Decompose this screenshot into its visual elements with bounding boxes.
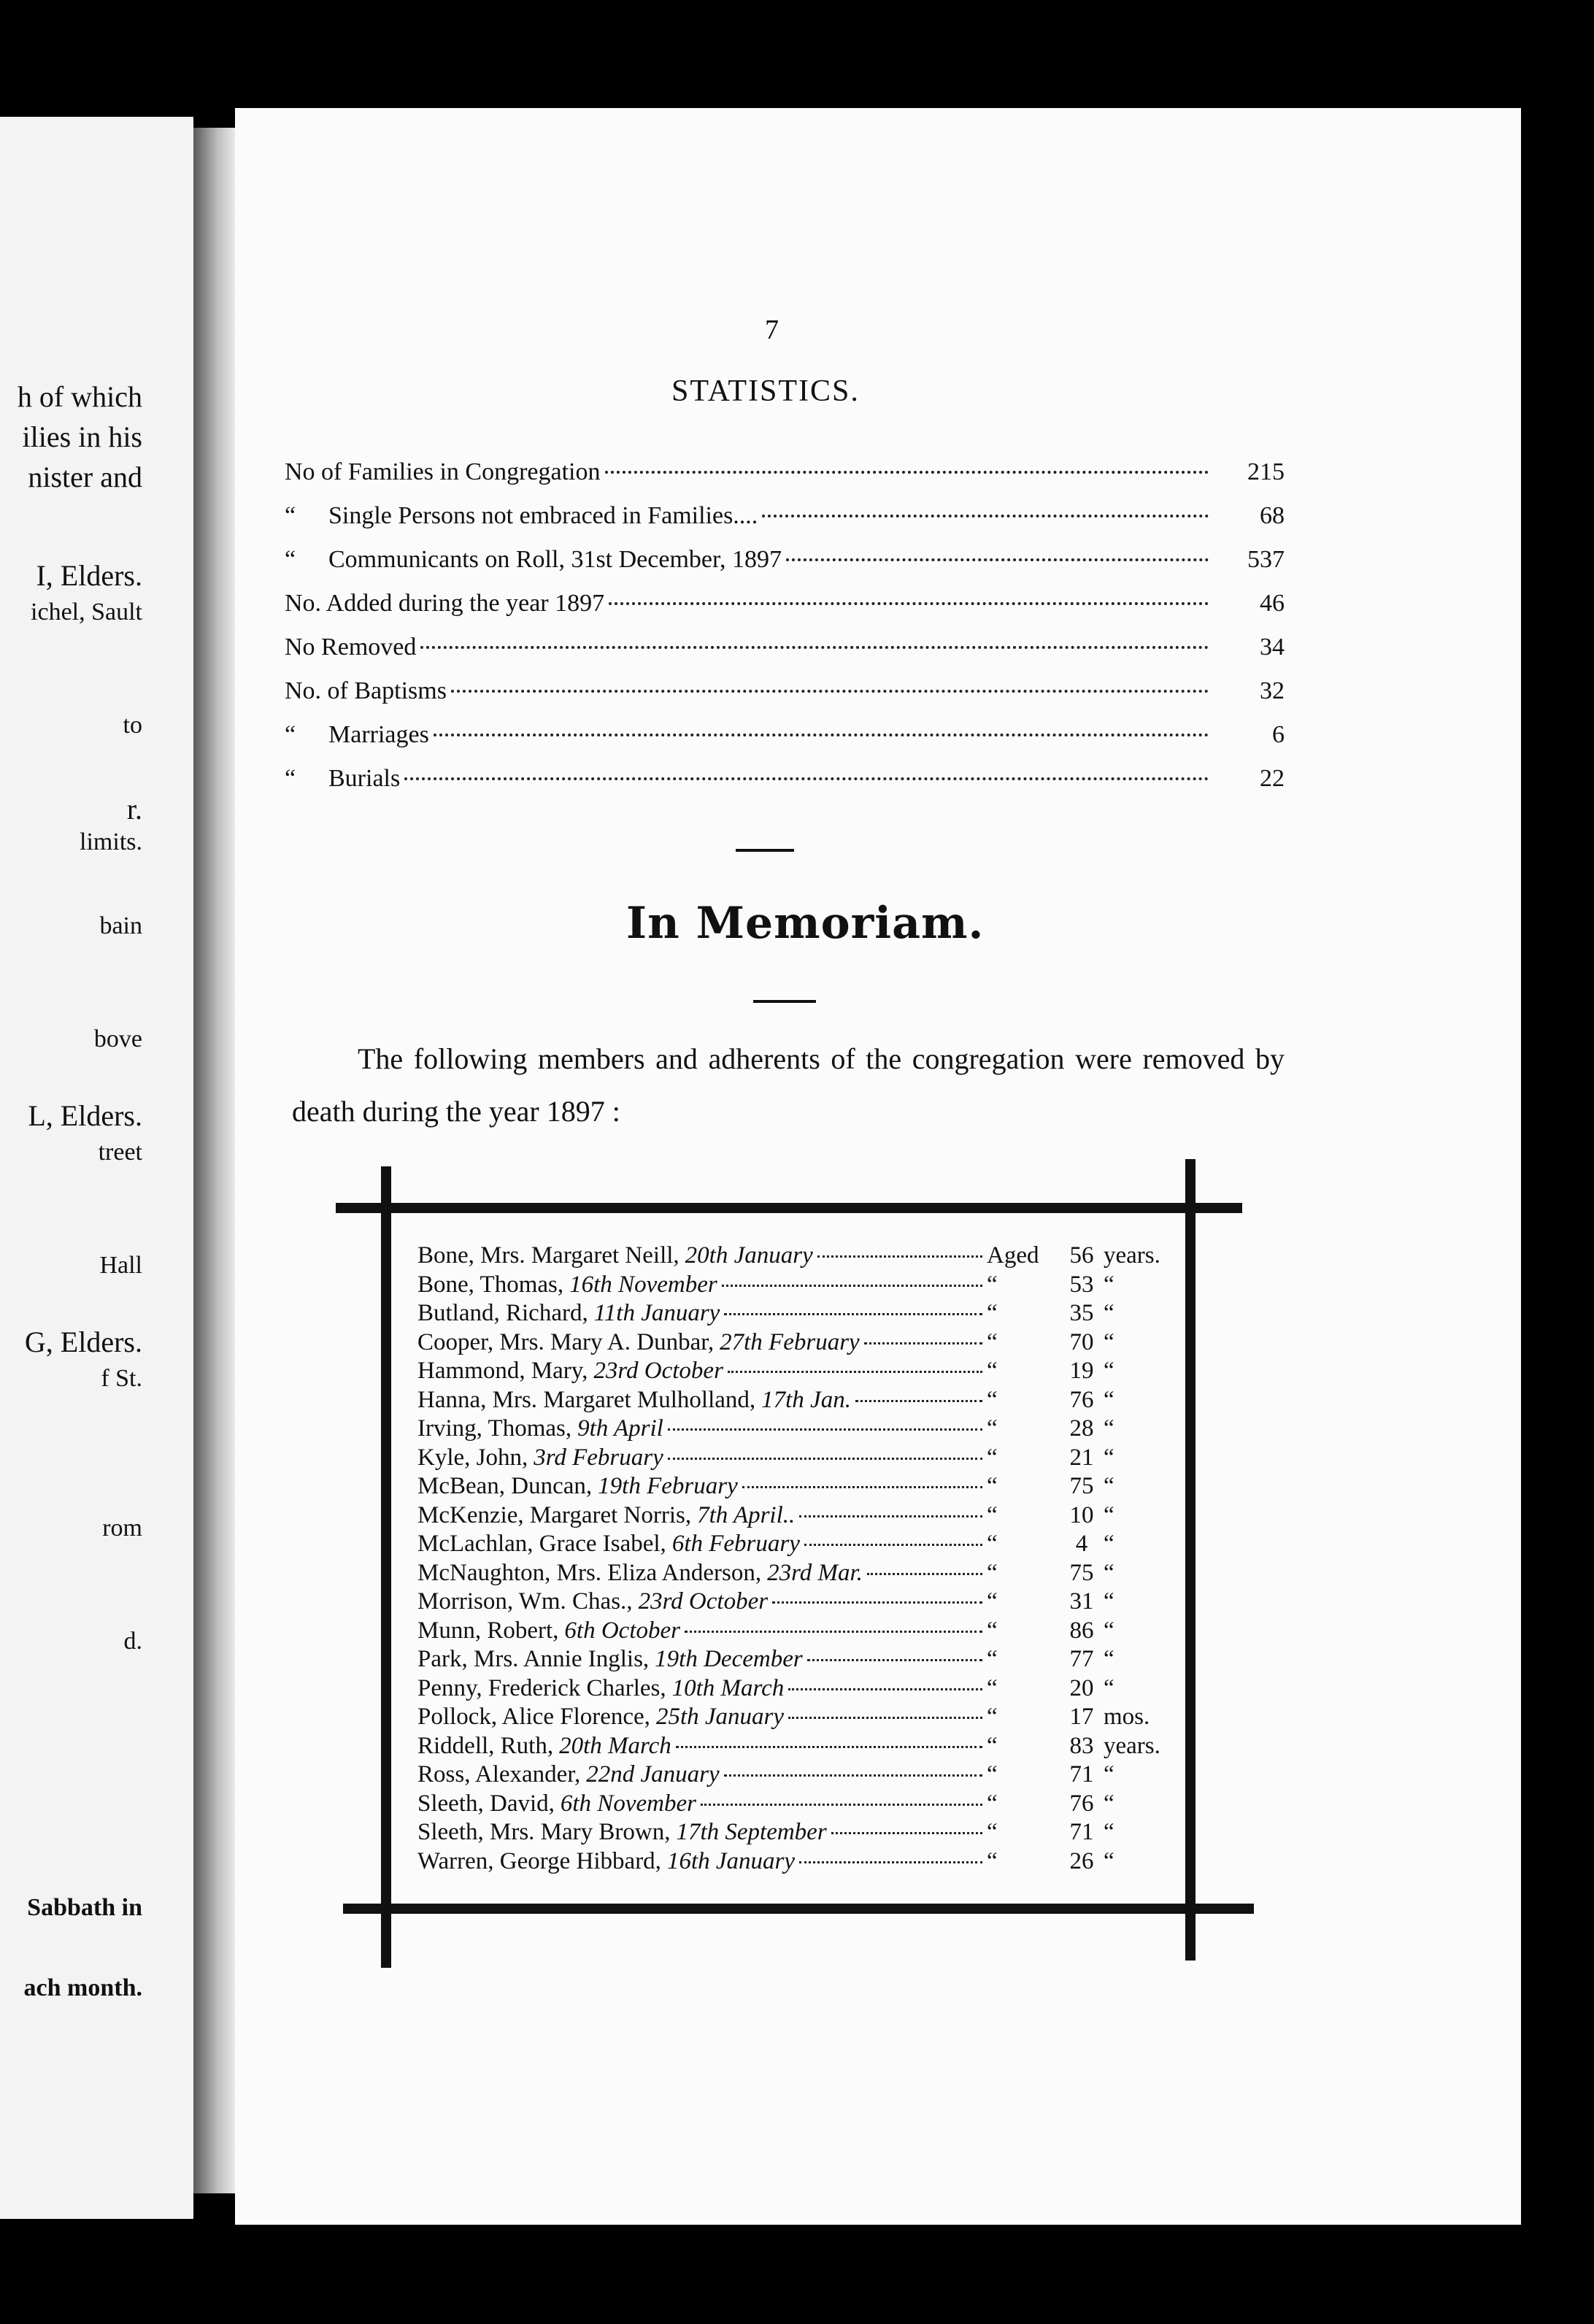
dot-leader bbox=[799, 1861, 982, 1863]
statistics-value: 6 bbox=[1272, 721, 1285, 748]
left-page-line-text: I, Elders. bbox=[36, 559, 142, 592]
entry-name: Butland, Richard, bbox=[417, 1300, 588, 1326]
statistics-label: Communicants on Roll, 31st December, 1897 bbox=[328, 546, 782, 573]
entry-age: 21 bbox=[1069, 1444, 1094, 1471]
entry-unit: “ bbox=[1104, 1329, 1114, 1355]
entry-name: Park, Mrs. Annie Inglis, bbox=[417, 1646, 650, 1672]
left-page-line bbox=[0, 460, 142, 494]
left-page-line-text: bove bbox=[93, 1026, 142, 1053]
entry-name: Ross, Alexander, bbox=[417, 1761, 581, 1788]
memoriam-entry bbox=[417, 1329, 1184, 1357]
dot-leader bbox=[788, 1688, 982, 1690]
entry-unit: “ bbox=[1104, 1415, 1114, 1442]
memoriam-entry bbox=[417, 1790, 1184, 1818]
entry-age: 20 bbox=[1069, 1675, 1094, 1701]
entry-aged: “ bbox=[987, 1733, 998, 1759]
statistics-label: Single Persons not embraced in Families.... bbox=[328, 502, 758, 529]
memoriam-entry bbox=[417, 1242, 1184, 1270]
left-page-line-text: Hall bbox=[99, 1252, 142, 1279]
frame-top-bar bbox=[336, 1203, 1242, 1213]
entry-aged: “ bbox=[987, 1502, 998, 1528]
entry-date: 17th Jan. bbox=[761, 1387, 851, 1413]
dot-leader bbox=[404, 777, 1209, 780]
dot-leader bbox=[742, 1486, 982, 1488]
entry-unit: “ bbox=[1104, 1848, 1114, 1874]
entry-age: 75 bbox=[1069, 1473, 1094, 1499]
entry-unit: years. bbox=[1104, 1242, 1160, 1269]
memoriam-entry bbox=[417, 1617, 1184, 1645]
dot-leader bbox=[728, 1371, 982, 1373]
entry-date: 17th September bbox=[676, 1819, 827, 1845]
dot-leader bbox=[434, 734, 1209, 736]
left-page-line bbox=[0, 1365, 142, 1393]
left-page-line bbox=[0, 380, 142, 414]
entry-aged: “ bbox=[987, 1300, 998, 1326]
entry-unit: “ bbox=[1104, 1358, 1114, 1384]
entry-name: Bone, Mrs. Margaret Neill, bbox=[417, 1242, 679, 1269]
memoriam-entry bbox=[417, 1848, 1184, 1876]
entry-unit: “ bbox=[1104, 1444, 1114, 1471]
left-page-line-text: f St. bbox=[101, 1365, 142, 1392]
entry-date: 22nd January bbox=[586, 1761, 720, 1788]
left-page-line bbox=[0, 712, 142, 739]
left-page-line bbox=[0, 1515, 142, 1542]
entry-age: 76 bbox=[1069, 1387, 1094, 1413]
left-page-line-text: L, Elders. bbox=[28, 1099, 142, 1132]
dot-leader bbox=[609, 602, 1209, 605]
entry-name: Irving, Thomas, bbox=[417, 1415, 572, 1442]
statistics-row bbox=[285, 765, 1285, 800]
dot-leader bbox=[855, 1400, 982, 1402]
memoriam-entry bbox=[417, 1646, 1184, 1674]
memoriam-entry bbox=[417, 1560, 1184, 1588]
left-page-line bbox=[0, 828, 142, 856]
entry-unit: “ bbox=[1104, 1560, 1114, 1586]
entry-name: McKenzie, Margaret Norris, bbox=[417, 1502, 692, 1528]
entry-name: Munn, Robert, bbox=[417, 1617, 559, 1644]
entry-name: Riddell, Ruth, bbox=[417, 1733, 554, 1759]
entry-unit: “ bbox=[1104, 1588, 1114, 1615]
divider-top bbox=[736, 849, 794, 852]
left-page-line-text: d. bbox=[123, 1628, 142, 1655]
entry-age: 56 bbox=[1069, 1242, 1094, 1269]
entry-age: 4 bbox=[1075, 1531, 1088, 1557]
entry-date: 20th March bbox=[559, 1733, 671, 1759]
entry-name: Sleeth, Mrs. Mary Brown, bbox=[417, 1819, 671, 1845]
entry-aged: “ bbox=[987, 1358, 998, 1384]
dot-leader bbox=[817, 1255, 982, 1258]
left-page-line bbox=[0, 792, 142, 826]
statistics-title: STATISTICS. bbox=[671, 374, 860, 408]
entry-age: 35 bbox=[1069, 1300, 1094, 1326]
entry-age: 77 bbox=[1069, 1646, 1094, 1672]
entry-date: 23rd October bbox=[638, 1588, 769, 1615]
entry-age: 10 bbox=[1069, 1502, 1094, 1528]
entry-unit: “ bbox=[1104, 1387, 1114, 1413]
entry-age: 83 bbox=[1069, 1733, 1094, 1759]
statistics-label: No. Added during the year 1897 bbox=[285, 590, 605, 617]
dot-leader bbox=[807, 1659, 982, 1661]
dot-leader bbox=[786, 558, 1209, 561]
statistics-row bbox=[285, 458, 1285, 493]
entry-date: 11th January bbox=[593, 1300, 720, 1326]
ditto-mark: “ bbox=[285, 721, 296, 748]
dot-leader bbox=[799, 1515, 982, 1517]
entry-age: 76 bbox=[1069, 1790, 1094, 1817]
entry-name: Pollock, Alice Florence, bbox=[417, 1704, 650, 1730]
entry-unit: “ bbox=[1104, 1271, 1114, 1298]
entry-aged: “ bbox=[987, 1646, 998, 1672]
entry-aged: “ bbox=[987, 1848, 998, 1874]
left-page-line-text: ichel, Sault bbox=[31, 599, 142, 626]
entry-aged: “ bbox=[987, 1531, 998, 1557]
statistics-value: 32 bbox=[1260, 677, 1285, 704]
memoriam-entry bbox=[417, 1271, 1184, 1299]
dot-leader bbox=[804, 1544, 982, 1546]
entry-age: 71 bbox=[1069, 1819, 1094, 1845]
left-page-line bbox=[0, 558, 142, 593]
entry-aged: “ bbox=[987, 1675, 998, 1701]
statistics-row bbox=[285, 590, 1285, 625]
entry-aged: “ bbox=[987, 1790, 998, 1817]
entry-unit: “ bbox=[1104, 1675, 1114, 1701]
statistics-value: 537 bbox=[1247, 546, 1285, 573]
memoriam-entry bbox=[417, 1704, 1184, 1731]
dot-leader bbox=[685, 1631, 982, 1633]
memoriam-entry bbox=[417, 1300, 1184, 1328]
entry-unit: “ bbox=[1104, 1819, 1114, 1845]
dot-leader bbox=[867, 1573, 982, 1575]
left-page-line-text: treet bbox=[98, 1139, 142, 1166]
entry-aged: “ bbox=[987, 1819, 998, 1845]
left-page-line bbox=[0, 1139, 142, 1166]
entry-date: 25th January bbox=[655, 1704, 784, 1730]
statistics-value: 34 bbox=[1260, 634, 1285, 661]
ditto-mark: “ bbox=[285, 765, 296, 792]
entry-date: 20th January bbox=[685, 1242, 813, 1269]
entry-name: Warren, George Hibbard, bbox=[417, 1848, 661, 1874]
statistics-row bbox=[285, 546, 1285, 581]
memoriam-entry bbox=[417, 1502, 1184, 1530]
entry-date: 6th November bbox=[560, 1790, 696, 1817]
entry-name: McNaughton, Mrs. Eliza Anderson, bbox=[417, 1560, 762, 1586]
entry-aged: Aged bbox=[987, 1242, 1039, 1269]
entry-aged: “ bbox=[987, 1704, 998, 1730]
dot-leader bbox=[831, 1832, 982, 1834]
dot-leader bbox=[668, 1458, 982, 1460]
left-page-line-text: limits. bbox=[80, 828, 142, 855]
memoriam-entry bbox=[417, 1387, 1184, 1415]
entry-date: 23rd Mar. bbox=[767, 1560, 863, 1586]
dot-leader bbox=[724, 1774, 982, 1777]
memoriam-intro: The following members and adherents of the congregation were removed by death during the year 1897 : bbox=[292, 1042, 1285, 1128]
memoriam-entry bbox=[417, 1531, 1184, 1558]
entry-aged: “ bbox=[987, 1329, 998, 1355]
entry-aged: “ bbox=[987, 1761, 998, 1788]
left-page-line-text: rom bbox=[102, 1515, 142, 1542]
entry-date: 6th February bbox=[671, 1531, 800, 1557]
entry-name: Hammond, Mary, bbox=[417, 1358, 588, 1384]
frame-left-bar bbox=[381, 1166, 391, 1968]
left-page-line bbox=[0, 1974, 142, 2002]
left-page-line-text: ilies in his bbox=[22, 420, 142, 453]
left-page-line bbox=[0, 1252, 142, 1280]
statistics-label: No Removed bbox=[285, 634, 417, 661]
dot-leader bbox=[668, 1428, 982, 1431]
memoriam-entry bbox=[417, 1675, 1184, 1703]
entry-name: Morrison, Wm. Chas., bbox=[417, 1588, 633, 1615]
dot-leader bbox=[864, 1342, 982, 1344]
dot-leader bbox=[451, 690, 1209, 693]
statistics-value: 215 bbox=[1247, 458, 1285, 485]
dot-leader bbox=[676, 1746, 982, 1748]
memoriam-entry bbox=[417, 1444, 1184, 1472]
entry-name: Sleeth, David, bbox=[417, 1790, 555, 1817]
entry-unit: “ bbox=[1104, 1473, 1114, 1499]
entry-age: 75 bbox=[1069, 1560, 1094, 1586]
entry-date: 27th February bbox=[720, 1329, 860, 1355]
entry-name: Kyle, John, bbox=[417, 1444, 528, 1471]
entry-date: 10th March bbox=[671, 1675, 785, 1701]
entry-name: Cooper, Mrs. Mary A. Dunbar, bbox=[417, 1329, 715, 1355]
statistics-value: 68 bbox=[1260, 502, 1285, 529]
left-page-line-text: r. bbox=[126, 793, 142, 826]
entry-aged: “ bbox=[987, 1560, 998, 1586]
left-page-line-text: to bbox=[123, 712, 142, 739]
entry-aged: “ bbox=[987, 1444, 998, 1471]
entry-name: McBean, Duncan, bbox=[417, 1473, 593, 1499]
dot-leader bbox=[605, 471, 1209, 474]
entry-aged: “ bbox=[987, 1473, 998, 1499]
statistics-row bbox=[285, 721, 1285, 756]
entry-unit: “ bbox=[1104, 1502, 1114, 1528]
dot-leader bbox=[420, 646, 1209, 649]
page-gutter-shadow bbox=[193, 128, 237, 2193]
memoriam-entry bbox=[417, 1358, 1184, 1385]
entry-date: 19th December bbox=[655, 1646, 803, 1672]
left-page-line-text: Sabbath in bbox=[27, 1894, 142, 1921]
entry-aged: “ bbox=[987, 1415, 998, 1442]
entry-date: 3rd February bbox=[534, 1444, 663, 1471]
left-page-line-text: h of which bbox=[17, 380, 142, 413]
statistics-row bbox=[285, 634, 1285, 669]
entry-age: 19 bbox=[1069, 1358, 1094, 1384]
entry-date: 7th April.. bbox=[697, 1502, 796, 1528]
entry-unit: years. bbox=[1104, 1733, 1160, 1759]
entry-unit: “ bbox=[1104, 1761, 1114, 1788]
entry-unit: mos. bbox=[1104, 1704, 1150, 1730]
ditto-mark: “ bbox=[285, 502, 296, 529]
entry-age: 28 bbox=[1069, 1415, 1094, 1442]
entry-name: McLachlan, Grace Isabel, bbox=[417, 1531, 666, 1557]
entry-unit: “ bbox=[1104, 1531, 1114, 1557]
left-page-line bbox=[0, 599, 142, 626]
frame-right-bar bbox=[1185, 1159, 1196, 1961]
memoriam-entry bbox=[417, 1415, 1184, 1443]
entry-date: 23rd October bbox=[593, 1358, 723, 1384]
left-page-line-text: G, Elders. bbox=[24, 1325, 142, 1358]
statistics-value: 46 bbox=[1260, 590, 1285, 617]
left-page-line-text: nister and bbox=[28, 461, 142, 493]
statistics-row bbox=[285, 677, 1285, 712]
entry-name: Bone, Thomas, bbox=[417, 1271, 564, 1298]
dot-leader bbox=[701, 1804, 982, 1806]
dot-leader bbox=[772, 1601, 982, 1604]
entry-age: 31 bbox=[1069, 1588, 1094, 1615]
left-page-line bbox=[0, 1325, 142, 1359]
entry-age: 70 bbox=[1069, 1329, 1094, 1355]
entry-aged: “ bbox=[987, 1271, 998, 1298]
dot-leader bbox=[722, 1285, 982, 1287]
entry-name: Hanna, Mrs. Margaret Mulholland, bbox=[417, 1387, 756, 1413]
statistics-row bbox=[285, 502, 1285, 537]
left-page-line bbox=[0, 912, 142, 940]
entry-unit: “ bbox=[1104, 1646, 1114, 1672]
memoriam-entry bbox=[417, 1473, 1184, 1501]
dot-leader bbox=[762, 515, 1209, 517]
left-page-line bbox=[0, 1628, 142, 1655]
frame-bottom-bar bbox=[343, 1904, 1254, 1914]
entry-age: 86 bbox=[1069, 1617, 1094, 1644]
entry-age: 17 bbox=[1069, 1704, 1094, 1730]
page-number: 7 bbox=[765, 315, 779, 345]
entry-age: 26 bbox=[1069, 1848, 1094, 1874]
left-page-line bbox=[0, 1894, 142, 1922]
statistics-label: Marriages bbox=[328, 721, 429, 748]
entry-unit: “ bbox=[1104, 1790, 1114, 1817]
left-page-line bbox=[0, 420, 142, 454]
entry-date: 16th January bbox=[666, 1848, 795, 1874]
memoriam-entry bbox=[417, 1733, 1184, 1761]
statistics-value: 22 bbox=[1260, 765, 1285, 792]
statistics-label: No of Families in Congregation bbox=[285, 458, 601, 485]
memoriam-entry bbox=[417, 1761, 1184, 1789]
left-page-line-text: bain bbox=[99, 912, 142, 939]
entry-date: 19th February bbox=[598, 1473, 738, 1499]
memoriam-title: In Memoriam. bbox=[626, 898, 985, 949]
entry-date: 16th November bbox=[569, 1271, 717, 1298]
entry-aged: “ bbox=[987, 1617, 998, 1644]
left-page-line bbox=[0, 1098, 142, 1133]
dot-leader bbox=[724, 1313, 982, 1315]
entry-name: Penny, Frederick Charles, bbox=[417, 1675, 666, 1701]
entry-age: 71 bbox=[1069, 1761, 1094, 1788]
entry-unit: “ bbox=[1104, 1617, 1114, 1644]
statistics-label: No. of Baptisms bbox=[285, 677, 447, 704]
entry-unit: “ bbox=[1104, 1300, 1114, 1326]
memoriam-entry bbox=[417, 1588, 1184, 1616]
dot-leader bbox=[788, 1717, 982, 1719]
left-page-line-text: ach month. bbox=[23, 1974, 142, 2001]
statistics-label: Burials bbox=[328, 765, 401, 792]
memoriam-entry bbox=[417, 1819, 1184, 1847]
entry-date: 9th April bbox=[577, 1415, 663, 1442]
entry-aged: “ bbox=[987, 1588, 998, 1615]
entry-aged: “ bbox=[987, 1387, 998, 1413]
divider-bottom bbox=[753, 1000, 816, 1003]
ditto-mark: “ bbox=[285, 546, 296, 573]
entry-date: 6th October bbox=[564, 1617, 680, 1644]
entry-age: 53 bbox=[1069, 1271, 1094, 1298]
left-page-line bbox=[0, 1026, 142, 1053]
